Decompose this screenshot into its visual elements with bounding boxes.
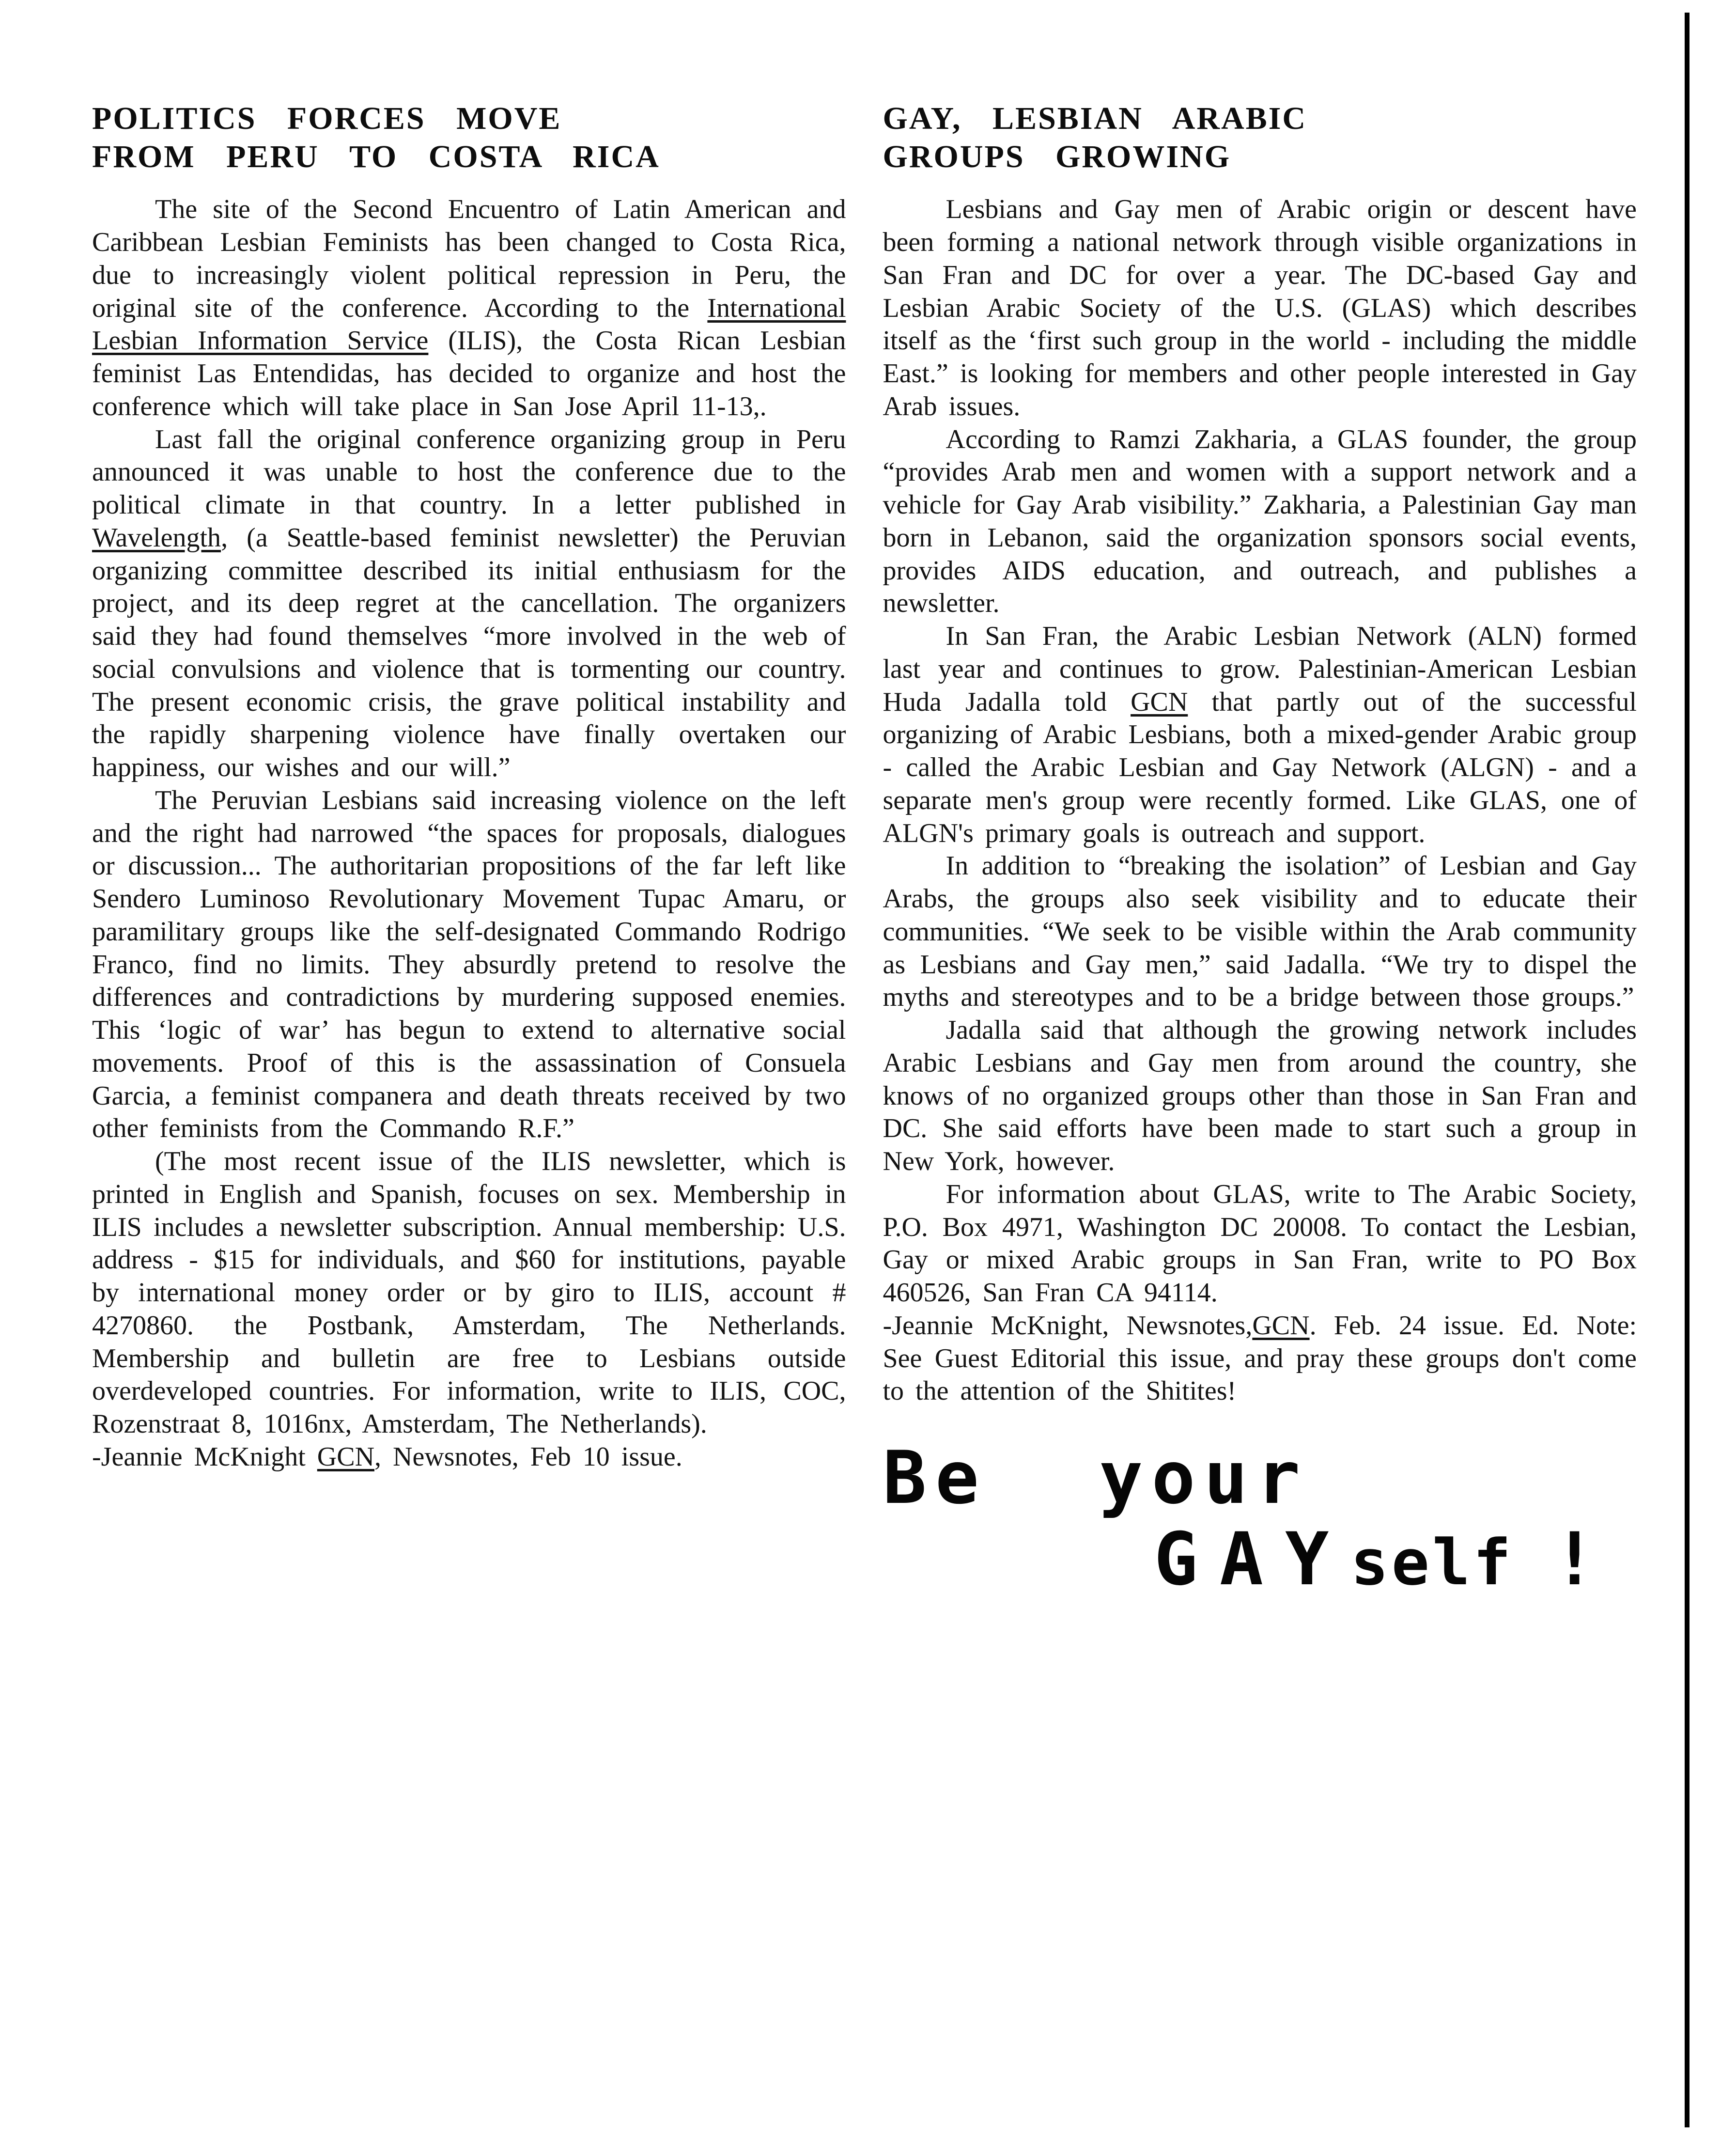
slogan-word-your: your [1099,1436,1309,1521]
article-body-left [92,193,846,1473]
underlined-text: GCN [317,1441,375,1472]
slogan-line-2 [883,1517,1637,1602]
text-segment: In San Fran, the Arabic Lesbian Network (ALN) formed last year and continues to grow. Palestinian-American Lesbian Huda Jadalla told [883,621,1637,717]
article-title-right [883,99,1637,176]
text-segment: In addition to “breaking the isolation” of Lesbian and Gay Arabs, the groups also seek visibility and to educate their communities. “We seek to be visible within the Arab community as Lesbians and Gay men,” said Jadalla. “We try to dispel the myths and stereotypes and to be a bridge between those groups.” [883,851,1637,1013]
text-segment: , (a Seattle-based feminist newsletter) the Peruvian organizing committee described its initial enthusiasm for the project, and its deep regret at the cancellation. The organizers said they had found themselves “more involved in the web of social convulsions and violence that is tormenting our country. The present economic crisis, the grave political instability and the rapidly sharpening violence have finally overtaken our happiness, our wishes and our will.” [92,522,846,783]
text-segment: (ILIS), the Costa Rican Lesbian feminist Las Entendidas, has decided to organize and host the conference which will take place in San Jose April 11-13,. [92,326,846,422]
slogan-exclamation: ! [1552,1517,1596,1602]
article-title-line: GROUPS GROWING [883,139,1231,175]
article-title-left [92,99,846,176]
article-body-right [883,193,1637,1408]
article-paragraph [883,620,1637,850]
article-paragraph [92,784,846,1145]
vertical-rule [1685,13,1690,2127]
be-yourself-slogan [883,1436,1637,1602]
article-paragraph [883,423,1637,621]
article-title-line: POLITICS FORCES MOVE [92,101,562,136]
text-segment: The site of the Second Encuentro of Latin American and Caribbean Lesbian Feminists has been changed to Costa Rica, due to increasingly violent political repression in Peru, the original site of the conference. According to the [92,194,846,323]
article-paragraph [883,850,1637,1014]
text-segment: , Newsnotes, Feb 10 issue. [374,1441,682,1472]
article-politics-peru [92,99,846,1596]
text-segment: that partly out of the successful organizing of Arabic Lesbians, both a mixed-gender Arabic group - called the Arabic Lesbian and Gay Network (ALGN) - and a separate men's group were recently formed. Like GLAS, one of ALGN's primary goals is outreach and support. [883,687,1637,848]
article-title-line: FROM PERU TO COSTA RICA [92,139,660,175]
slogan-word-self: self [1350,1526,1514,1600]
article-paragraph [92,1145,846,1441]
article-paragraph [92,193,846,423]
text-segment: -Jeannie McKnight, Newsnotes, [883,1310,1253,1341]
text-segment: The Peruvian Lesbians said increasing violence on the left and the right had narrowed “the spaces for proposals, dialogues or discussion... The authoritarian propositions of the far left like Sendero Luminoso Revolutionary Movement Tupac Amaru, or paramilitary groups like the self-designated Commando Rodrigo Franco, find no limits. They absurdly pretend to resolve the differences and contradictions by murdering supposed enemies. This ‘logic of war’ has begun to extend to alternative social movements. Proof of this is the assassination of Consuela Garcia, a feminist companera and death threats received by two other feminists from the Commando R.F.” [92,785,846,1144]
byline [92,1441,846,1474]
slogan-word-be: Be [883,1436,988,1521]
text-segment: . Feb. 24 issue. Ed. Note: See Guest Editorial this issue, and pray these groups don't come to the attention of the Shitites! [883,1310,1637,1406]
article-paragraph [883,193,1637,423]
underlined-text: International Lesbian Information Service [92,293,846,356]
slogan-line-1 [883,1436,1637,1521]
byline [883,1310,1637,1408]
text-segment: According to Ramzi Zakharia, a GLAS founder, the group “provides Arab men and women with a support network and a vehicle for Gay Arab visibility.” Zakharia, a Palestinian Gay man born in Lebanon, said the organization sponsors social events, provides AIDS education, and outreach, and publishes a newsletter. [883,424,1637,619]
article-title-line: GAY, LESBIAN ARABIC [883,101,1307,136]
text-segment: Lesbians and Gay men of Arabic origin or descent have been forming a national network through visible organizations in San Fran and DC for over a year. The DC-based Gay and Lesbian Arabic Society of the U.S. (GLAS) which describes itself as the ‘first such group in the world - including the middle East.” is looking for members and other people interested in Gay Arab issues. [883,194,1637,422]
text-segment: For information about GLAS, write to The Arabic Society, P.O. Box 4971, Washington DC 20008. To contact the Lesbian, Gay or mixed Arabic groups in San Fran, write to PO Box 460526, San Fran CA 94114. [883,1179,1637,1308]
text-segment: (The most recent issue of the ILIS newsletter, which is printed in English and Spanish, focuses on sex. Membership in ILIS includes a newsletter subscription. Annual membership: U.S. address - $15 for individuals, and $60 for institutions, payable by international money order or by giro to ILIS, account # 4270860. the Postbank, Amsterdam, The Netherlands. Membership and bulletin are free to Lesbians outside overdeveloped countries. For information, write to ILIS, COC, Rozenstraat 8, 1016nx, Amsterdam, The Netherlands). [92,1146,846,1439]
underlined-text: Wavelength [92,522,221,553]
article-paragraph [883,1178,1637,1310]
text-segment: -Jeannie McKnight [92,1441,317,1472]
article-paragraph [92,423,846,784]
article-gay-lesbian-arabic [883,99,1637,1602]
article-paragraph [883,1014,1637,1178]
text-segment: Last fall the original conference organizing group in Peru announced it was unable to host the conference due to the political climate in that country. In a letter published in [92,424,846,520]
slogan-word-gay: GAY [1154,1517,1351,1602]
text-segment: Jadalla said that although the growing network includes Arabic Lesbians and Gay men from around the country, she knows of no organized groups other than those in San Fran and DC. She said efforts have been made to start such a group in New York, however. [883,1015,1637,1177]
underlined-text: GCN [1131,687,1188,717]
underlined-text: GCN [1252,1310,1310,1341]
